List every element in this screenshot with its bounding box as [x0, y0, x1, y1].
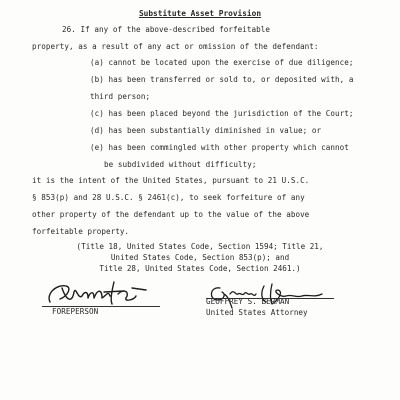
intent-line-1: it is the intent of the United States, pursuant to 21 U.S.C. [32, 176, 310, 185]
item-a: (a) cannot be located upon the exercise of due diligence; [90, 58, 354, 67]
item-b-line-1: (b) has been transferred or sold to, or deposited with, a [90, 75, 354, 84]
item-b-line-2: third person; [90, 92, 151, 101]
section-heading: Substitute Asset Provision [138, 9, 262, 18]
intent-line-2: § 853(p) and 28 U.S.C. § 2461(c), to seek forfeiture of any [32, 193, 305, 202]
item-c: (c) has been placed beyond the jurisdiction of the Court; [90, 109, 354, 118]
intro-line-2: property, as a result of any act or omission of the defendant: [32, 42, 319, 51]
item-e-line-1: (e) has been commingled with other property which cannot [90, 143, 349, 152]
us-attorney-name: GEOFFREY S. BERMAN [206, 297, 290, 306]
intent-line-3: other property of the defendant up to the value of the above [32, 210, 310, 219]
item-d: (d) has been substantially diminished in value; or [90, 126, 322, 135]
us-attorney-title: United States Attorney [206, 308, 308, 317]
citation-line-1: (Title 18, United States Code, Section 1594; Title 21, [76, 242, 324, 251]
intent-line-4: forfeitable property. [32, 227, 130, 236]
citation-line-2: United States Code, Section 853(p); and [110, 253, 290, 262]
foreperson-title: FOREPERSON [52, 307, 99, 316]
item-e-line-2: be subdivided without difficulty; [104, 160, 257, 169]
citation-line-3: Title 28, United States Code, Section 2461.) [99, 264, 301, 273]
foreperson-signature [44, 278, 174, 308]
intro-line-1: 26. If any of the above-described forfeitable [62, 25, 270, 34]
